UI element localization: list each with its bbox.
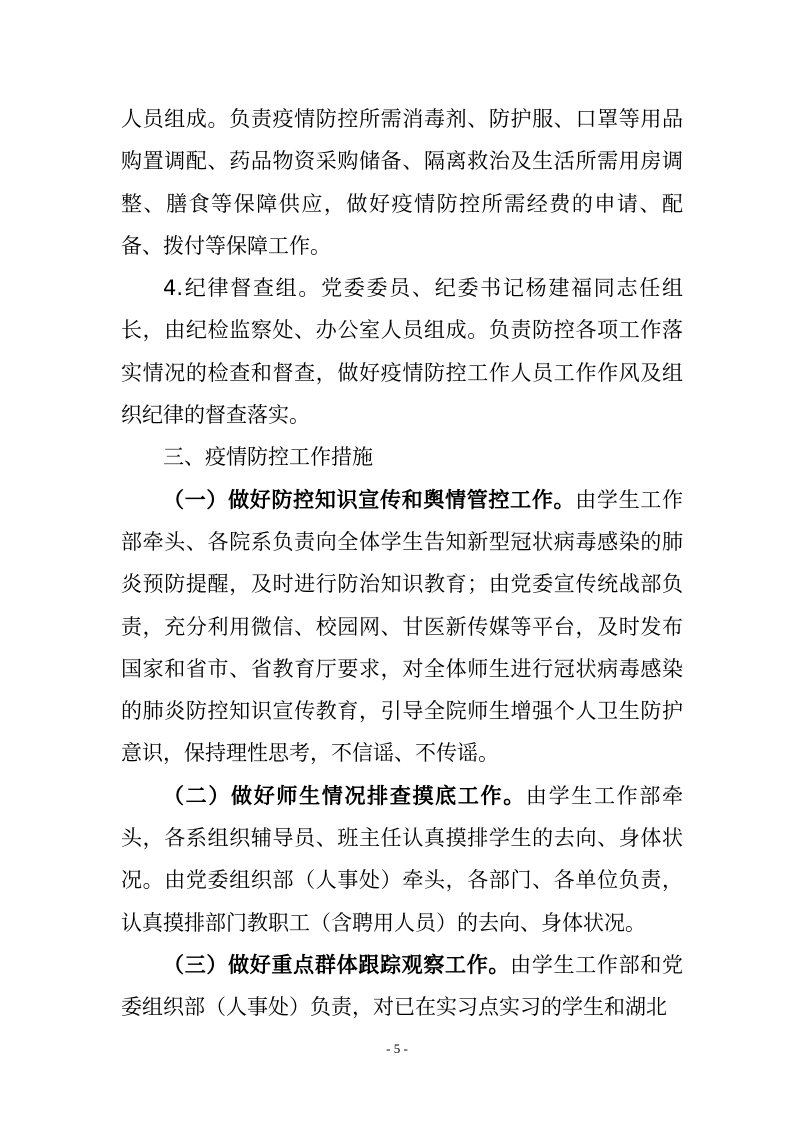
paragraph-text: 由学生工作部牵头、各院系负责向全体学生告知新型冠状病毒感染的肺炎预防提醒，及时进行防治知识教育；由党委宣传统战部负责，充分利用微信、校园网、甘医新传媒等平台，及时发布国家和省市、省教育厅要求，对全体师生进行冠状病毒感染的肺炎防控知识宣传教育，引导全院师生增强个人卫生防护意识，保持理性思考，不信谣、不传谣。 (121, 487, 684, 766)
paragraph-measure-1 (121, 479, 683, 775)
paragraph-measure-2 (121, 775, 683, 944)
paragraph-logistics-group (121, 98, 683, 267)
paragraph-measure-3 (121, 944, 683, 1029)
section-heading-text: 三、疫情防控工作措施 (163, 445, 373, 470)
measure-2-title: （二）做好师生情况排查摸底工作。 (163, 782, 526, 808)
paragraph-text: 4.纪律督查组。党委委员、纪委书记杨建福同志任组长，由纪检监察处、办公室人员组成。负责防控各项工作落实情况的检查和督查，做好疫情防控工作人员工作作风及组织纪律的督查落实。 (121, 276, 683, 428)
paragraph-discipline-group (121, 267, 683, 436)
page-number: - 5 - (386, 1041, 408, 1056)
section-heading-measures (121, 436, 683, 478)
measure-1-title: （一）做好防控知识宣传和舆情管控工作。 (163, 486, 576, 512)
paragraph-text: 人员组成。负责疫情防控所需消毒剂、防护服、口罩等用品购置调配、药品物资采购储备、隔离救治及生活所需用房调整、膳食等保障供应，做好疫情防控所需经费的申请、配备、拨付等保障工作。 (121, 107, 683, 258)
paragraph-text: 由学生工作部牵头，各系组织辅导员、班主任认真摸排学生的去向、身体状况。由党委组织部（人事处）牵头，各部门、各单位负责，认真摸排部门教职工（含聘用人员）的去向、身体状况。 (121, 783, 684, 935)
measure-3-title: （三）做好重点群体跟踪观察工作。 (163, 951, 511, 977)
paragraph-text: 由学生工作部和党委组织部（人事处）负责，对已在实习点实习的学生和湖北 (121, 952, 684, 1020)
document-body (121, 98, 683, 1029)
